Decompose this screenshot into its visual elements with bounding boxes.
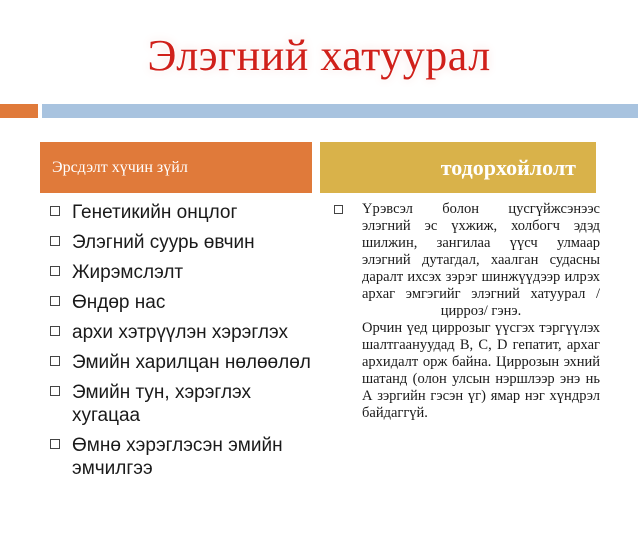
definition-text — [330, 201, 600, 422]
list-item — [44, 291, 316, 314]
list-item-label: Генетикийн онцлог — [72, 202, 238, 223]
square-bullet-icon — [50, 296, 60, 306]
list-item — [44, 381, 316, 427]
square-bullet-icon — [50, 386, 60, 396]
accent-band-blue — [42, 104, 638, 118]
square-bullet-icon — [50, 326, 60, 336]
list-item — [44, 351, 316, 374]
list-item — [44, 261, 316, 284]
square-bullet-icon — [50, 439, 60, 449]
list-item-label: Эмийн харилцан нөлөөлөл — [72, 352, 311, 373]
square-bullet-icon — [50, 206, 60, 216]
square-bullet-icon — [334, 205, 343, 214]
list-item-label: Өндөр нас — [72, 292, 166, 313]
list-item — [44, 434, 316, 480]
risk-factors-header: Эрсдэлт хүчин зүйл — [40, 142, 312, 193]
list-item-label: Эмийн тун, хэрэглэх хугацаа — [72, 382, 252, 426]
slide-title: Элэгний хатуурал — [147, 31, 491, 80]
causes-paragraph: Орчин үед циррозыг үүсгэх тэргүүлэх шалтгаануудад В, С, D гепатит, архаг архидалт орж байна. Циррозын эхний шатанд (олон улсын нэршлээр энэ нь А зэргийн гэсэн үг) ямар нэг хүндрэл байдаггүй. — [362, 320, 600, 421]
list-item — [44, 201, 316, 224]
list-item-label: Өмнө хэрэглэсэн эмийн эмчилгээ — [72, 435, 283, 479]
definition-paragraph: Үрэвсэл болон цусгүйжсэнээс элэгний эс үхжиж, холбогч эдэд шилжин, зангилаа үүсч улмаар элэгний дутагдал, хаалган судасны даралт ихсэх зэрэг шинжүүдээр илрэх архаг эмгэгийг элэгний хатуурал /цирроз/ гэнэ. — [362, 201, 600, 319]
list-item-label: Жирэмслэлт — [72, 262, 184, 283]
list-item-label: Элэгний суурь өвчин — [72, 232, 255, 253]
definition-header: тодорхойлолт — [320, 142, 596, 193]
square-bullet-icon — [50, 266, 60, 276]
list-item — [44, 321, 316, 344]
list-item-label: архи хэтрүүлэн хэрэглэх — [72, 322, 288, 343]
accent-band-orange — [0, 104, 38, 118]
list-item — [44, 231, 316, 254]
risk-factors-list — [44, 201, 316, 487]
square-bullet-icon — [50, 356, 60, 366]
square-bullet-icon — [50, 236, 60, 246]
